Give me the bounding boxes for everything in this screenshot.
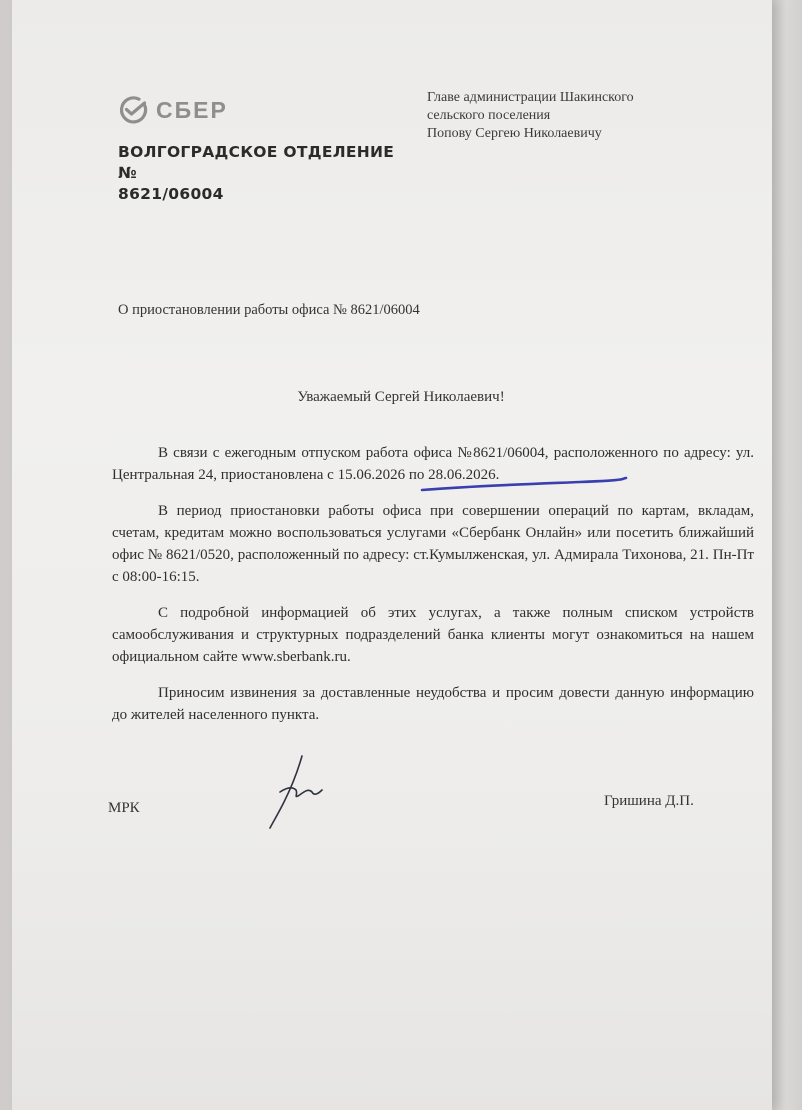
second-sheet-edge [770,0,802,1110]
addressee-line-2: сельского поселения [427,108,551,123]
handwritten-signature [262,752,332,832]
logo-text: СБЕР [156,96,228,123]
branch-line-1: ВОЛГОГРАДСКОЕ ОТДЕЛЕНИЕ № [118,143,395,182]
paragraph-closure-dates: В связи с ежегодным отпуском работа офиса №8621/06004, расположенного по адресу: ул. Центральная 24, приостановлена с 15.06.2026 по 28.06.2026. [112,445,754,483]
paragraph-apology: Приносим извинения за доставленные неудобства и просим довести данную информацию до жителей населенного пункта. [112,685,754,723]
sber-check-circle-icon [118,95,148,125]
addressee-block [427,89,727,143]
signer-name: Гришина Д.П. [604,793,694,809]
sender-branch [118,142,418,205]
greeting: Уважаемый Сергей Николаевич! [297,389,505,405]
paragraph-alternatives: В период приостановки работы офиса при совершении операций по картам, вкладам, счетам, кредитам можно воспользоваться услугами «Сбербанк Онлайн» или посетить ближайший офис № 8621/0520, расположенный по адресу: ст.Кумылженская, ул. Адмирала Тихонова, 21. Пн-Пт с 08:00-16:15. [112,503,754,585]
paragraph-website-info: С подробной информацией об этих услугах, а также полным списком устройств самообслуживания и структурных подразделений банка клиенты могут ознакомиться на нашем официальном сайте www.sberbank.ru. [112,605,754,665]
branch-line-2: 8621/06004 [118,185,224,203]
addressee-line-3: Попову Сергею Николаевичу [427,126,602,141]
addressee-line-1: Главе администрации Шакинского [427,90,634,105]
sber-logo [118,95,228,125]
footer-code: МРК [108,800,140,816]
pen-underline-mark [420,476,630,496]
letter-subject: О приостановлении работы офиса № 8621/06004 [118,302,420,318]
